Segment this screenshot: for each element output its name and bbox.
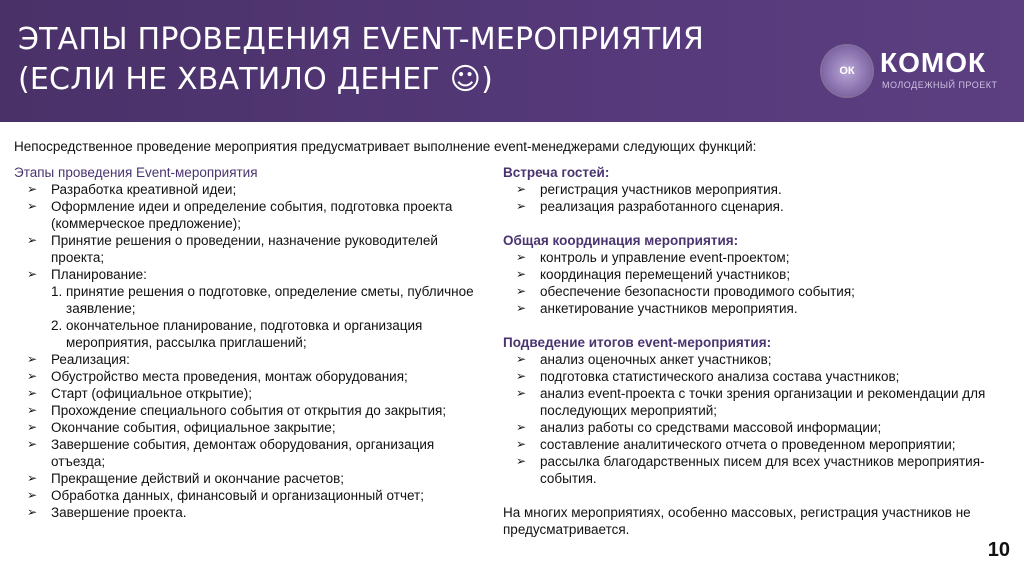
stages-list-b [14,351,484,521]
arrow-bullet-icon: ➢ [27,471,38,485]
planning-sublist [14,283,484,351]
list-item: ➢ Прекращение действий и окончание расчетов; [27,471,345,486]
arrow-bullet-icon: ➢ [27,505,38,519]
section-heading: Подведение итогов event-мероприятия: [503,335,772,350]
arrow-bullet-icon: ➢ [516,267,527,281]
arrow-bullet-icon: ➢ [27,267,38,281]
arrow-bullet-icon: ➢ [27,352,38,366]
list-item: 2. окончательное планирование, подготовка и организация мероприятия, рассылка приглашений; [51,318,423,350]
list-item: ➢ подготовка статистического анализа состава участников; [516,369,900,384]
list-item: ➢ Завершение события, демонтаж оборудования, организация отъезда; [27,437,435,469]
page-number: 10 [987,539,1010,561]
arrow-bullet-icon: ➢ [27,369,38,383]
arrow-bullet-icon: ➢ [516,250,527,264]
logo-badge-icon: ОК [822,46,872,96]
arrow-bullet-icon: ➢ [516,301,527,315]
section-heading: Встреча гостей: [503,165,610,180]
arrow-bullet-icon: ➢ [27,488,38,502]
komok-logo [822,42,1012,98]
arrow-bullet-icon: ➢ [27,182,38,196]
intro-text: Непосредственное проведение мероприятия предусматривает выполнение event-менеджерами следующих функций: [14,139,757,154]
list-item: ➢ контроль и управление event-проектом; [516,250,790,265]
section-guests [503,164,1013,215]
arrow-bullet-icon: ➢ [516,284,527,298]
list-item: ➢ составление аналитического отчета о проведенном мероприятии; [516,437,956,452]
list-item: ➢ анализ оценочных анкет участников; [516,352,772,367]
section-coordination [503,232,1013,317]
spacer [503,317,1013,334]
arrow-bullet-icon: ➢ [516,369,527,383]
registration-note: На многих мероприятиях, особенно массовых, регистрация участников не предусматривается. [503,505,971,537]
logo-subtitle: МОЛОДЕЖНЫЙ ПРОЕКТ [882,80,998,90]
arrow-bullet-icon: ➢ [27,233,38,247]
right-column [503,164,1013,538]
list-item: ➢ координация перемещений участников; [516,267,791,282]
list-item: ➢ реализация разработанного сценария. [516,199,784,214]
stages-list-a [14,181,484,283]
section-summary [503,334,1013,487]
arrow-bullet-icon: ➢ [516,454,527,468]
section-heading: Общая координация мероприятия: [503,233,739,248]
list-item: 1. принятие решения о подготовке, определение сметы, публичное заявление; [51,284,474,316]
list-item: ➢ Разработка креативной идеи; [27,182,237,197]
slide-header [0,0,1024,122]
list-item: ➢ анкетирование участников мероприятия. [516,301,798,316]
slide-title [18,20,778,100]
list-item: ➢ анализ работы со средствами массовой информации; [516,420,882,435]
list-item: ➢ Реализация: [27,352,130,367]
list-item: ➢ Оформление идеи и определение события, подготовка проекта (коммерческое предложение); [27,199,453,231]
arrow-bullet-icon: ➢ [27,420,38,434]
list-item: ➢ Завершение проекта. [27,505,187,520]
list-item: ➢ обеспечение безопасности проводимого события; [516,284,855,299]
left-heading: Этапы проведения Event-мероприятия [14,165,258,180]
list-item: ➢ Обработка данных, финансовый и организационный отчет; [27,488,424,503]
arrow-bullet-icon: ➢ [27,403,38,417]
list-item: ➢ рассылка благодарственных писем для всех участников мероприятия-события. [516,454,985,486]
list-item: ➢ Старт (официальное открытие); [27,386,252,401]
spacer [503,215,1013,232]
list-item: ➢ Обустройство места проведения, монтаж оборудования; [27,369,408,384]
arrow-bullet-icon: ➢ [27,437,38,451]
title-line-1: ЭТАПЫ ПРОВЕДЕНИЯ EVENT-МЕРОПРИЯТИЯ [18,22,705,57]
logo-name: КОМОК [880,47,987,78]
list-item: ➢ Планирование: [27,267,147,282]
list-item: ➢ регистрация участников мероприятия. [516,182,782,197]
list-item: ➢ Прохождение специального события от открытия до закрытия; [27,403,447,418]
arrow-bullet-icon: ➢ [27,386,38,400]
arrow-bullet-icon: ➢ [516,420,527,434]
list-item: ➢ Окончание события, официальное закрытие; [27,420,336,435]
arrow-bullet-icon: ➢ [516,199,527,213]
arrow-bullet-icon: ➢ [516,437,527,451]
list-item: ➢ анализ event-проекта с точки зрения организации и рекомендации для последующих мероприятий; [516,386,986,418]
arrow-bullet-icon: ➢ [516,182,527,196]
arrow-bullet-icon: ➢ [27,199,38,213]
arrow-bullet-icon: ➢ [516,386,527,400]
title-line-2: (ЕСЛИ НЕ ХВАТИЛО ДЕНЕГ ☺) [18,62,494,97]
arrow-bullet-icon: ➢ [516,352,527,366]
list-item: ➢ Принятие решения о проведении, назначение руководителей проекта; [27,233,438,265]
left-column [14,164,484,521]
